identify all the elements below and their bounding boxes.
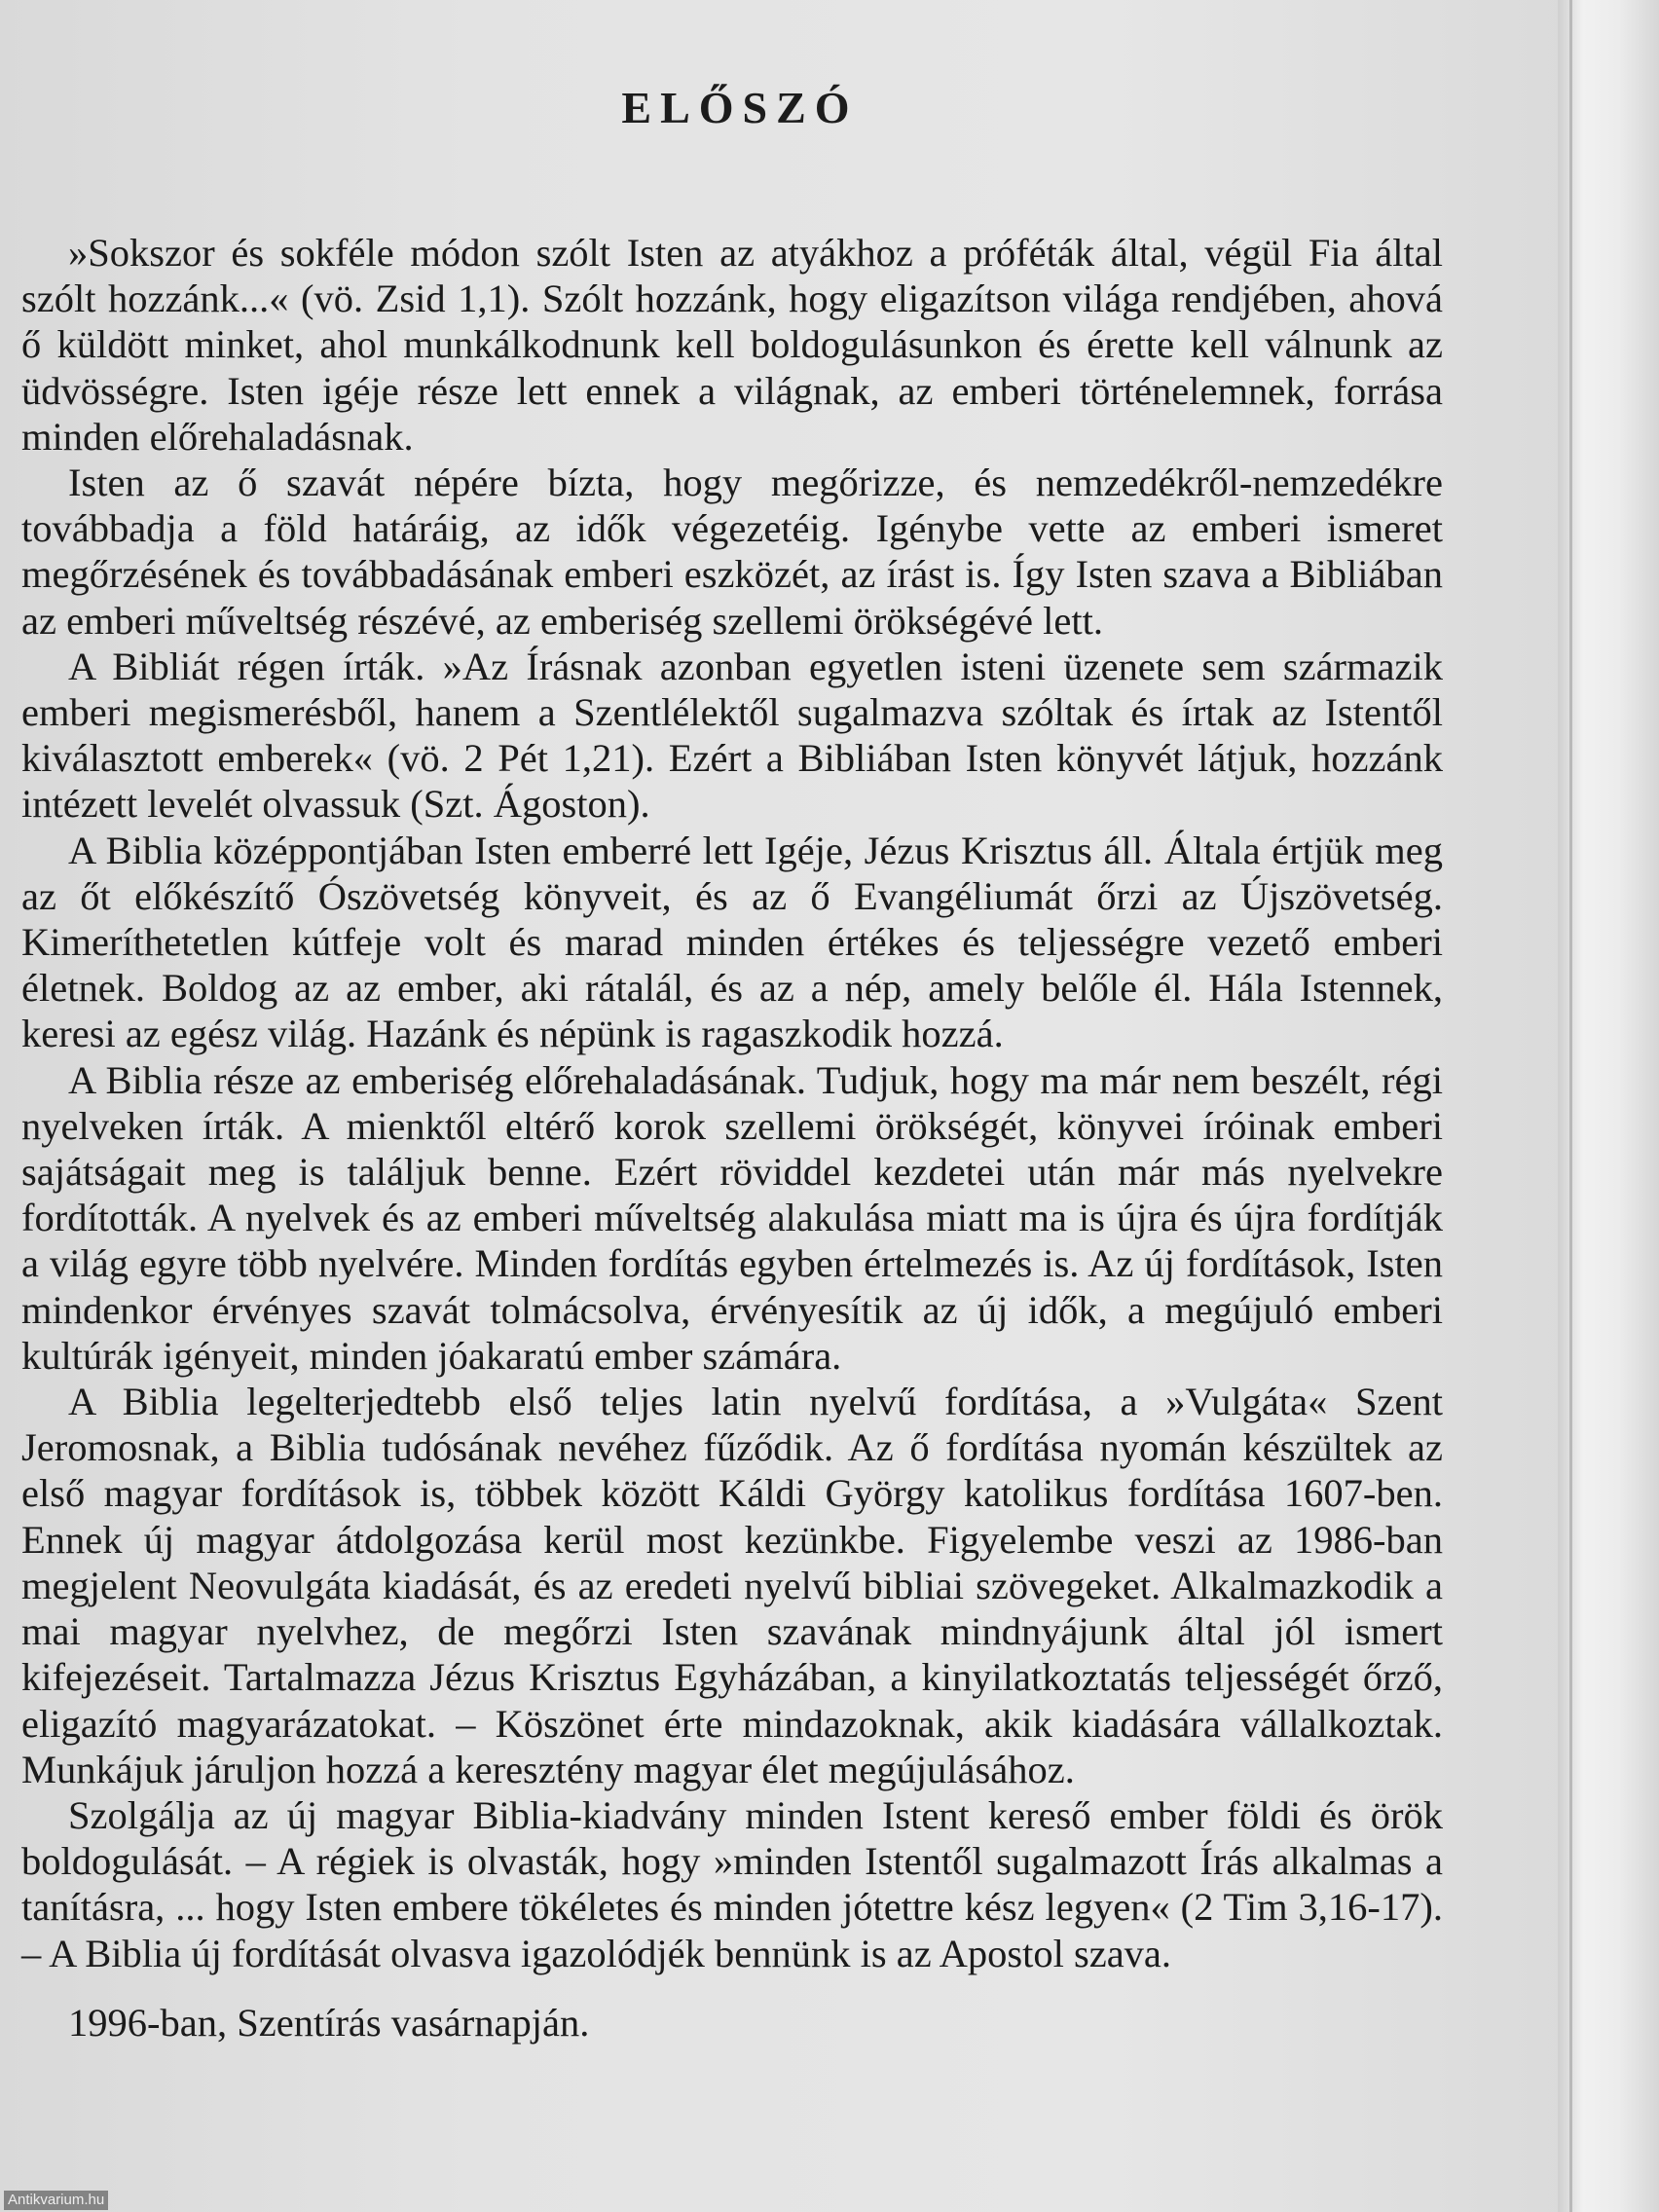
paragraph-6: A Biblia legelterjedtebb első teljes latin nyelvű fordítása, a »Vulgáta« Szent Jeromosnak, a Biblia tudósának nevéhez fűződik. Az ő fordítása nyomán készültek az első magyar fordítások is, többek között Káldi György katolikus fordítása 1607-ben. Ennek új magyar átdolgozása kerül most kezünkbe. Figyelembe veszi az 1986-ban megjelent Neovulgáta kiadását, és az eredeti nyelvű bibliai szövegeket. Alkalmazkodik a mai magyar nyelvhez, de megőrzi Isten szavának mindnyájunk által jól ismert kifejezéseit. Tartalmazza Jézus Krisztus Egyházában, a kinyilatkoztatás teljességét őrző, eligazító magyarázatokat. – Köszönet érte mindazoknak, akik kiadására vállalkoztak. Munkájuk járuljon hozzá a keresztény magyar élet megújulásához. bbox=[21, 1380, 1443, 1791]
paragraph-7: Szolgálja az új magyar Biblia-kiadvány minden Istent kereső ember földi és örök boldogulását. – A régiek is olvasták, hogy »minden Istentől sugalmazott Írás alkalmas a tanításra, ... hogy Isten embere tökéletes és minden jótettre kész legyen« (2 Tim 3,16-17). – A Biblia új fordítását olvasva igazolódjék bennünk is az Apostol szava. bbox=[21, 1792, 1443, 1975]
paragraph-3: A Bibliát régen írták. »Az Írásnak azonban egyetlen isteni üzenete sem származik emberi megismerésből, hanem a Szentlélektől sugalmazva szóltak és írtak az Istentől kiválasztott emberek« (vö. 2 Pét 1,21). Ezért a Bibliában Isten könyvét látjuk, hozzánk intézett levelét olvassuk (Szt. Ágoston). bbox=[21, 644, 1443, 827]
page-edge bbox=[1558, 0, 1659, 2212]
paragraph-4: A Biblia középpontjában Isten emberré lett Igéje, Jézus Krisztus áll. Általa értjük meg az őt előkészítő Ószövetség könyveit, és az ő Evangéliumát őrzi az Újszövetség. Kimeríthetetlen kútfeje volt és marad minden értékes és teljességre vezető emberi életnek. Boldog az az ember, aki rátalál, és az a nép, amely belőle él. Hála Istennek, keresi az egész világ. Hazánk és népünk is ragaszkodik hozzá. bbox=[21, 828, 1443, 1056]
date-line: 1996-ban, Szentírás vasárnapján. bbox=[68, 2000, 590, 2045]
paragraph-5: A Biblia része az emberiség előrehaladásának. Tudjuk, hogy ma már nem beszélt, régi nyelveken írták. A mienktől eltérő korok szellemi örökségét, könyvei íróinak emberi sajátságait meg is találjuk benne. Ezért röviddel kezdetei után már más nyelvekre fordították. A nyelvek és az emberi műveltség alakulása miatt ma is újra és újra fordítják a világ egyre több nyelvére. Minden fordítás egyben értelmezés is. Az új fordítások, Isten mindenkor érvényes szavát tolmácsolva, érvényesítik az új idők, a megújuló emberi kultúrák igényeit, minden jóakaratú ember számára. bbox=[21, 1057, 1443, 1378]
page-edge-line bbox=[1569, 0, 1572, 2212]
paragraph-1: »Sokszor és sokféle módon szólt Isten az atyákhoz a próféták által, végül Fia által szólt hozzánk...« (vö. Zsid 1,1). Szólt hozzánk, hogy eligazítson világa rendjében, ahová ő küldött minket, ahol munkálkodnunk kell boldogulásunkon és érette kell válnunk az üdvösségre. Isten igéje része lett ennek a világnak, az emberi történelemnek, forrása minden előrehaladásnak. bbox=[21, 231, 1443, 459]
preface-body bbox=[21, 230, 1443, 2046]
page-title: ELŐSZÓ bbox=[621, 83, 859, 132]
watermark: Antikvarium.hu bbox=[4, 2191, 108, 2210]
paragraph-2: Isten az ő szavát népére bízta, hogy megőrizze, és nemzedékről-nemzedékre továbbadja a föld határáig, az idők végezetéig. Igénybe vette az emberi ismeret megőrzésének és továbbadásának emberi eszközét, az írást is. Így Isten szava a Bibliában az emberi műveltség részévé, az emberiség szellemi örökségévé lett. bbox=[21, 461, 1443, 643]
